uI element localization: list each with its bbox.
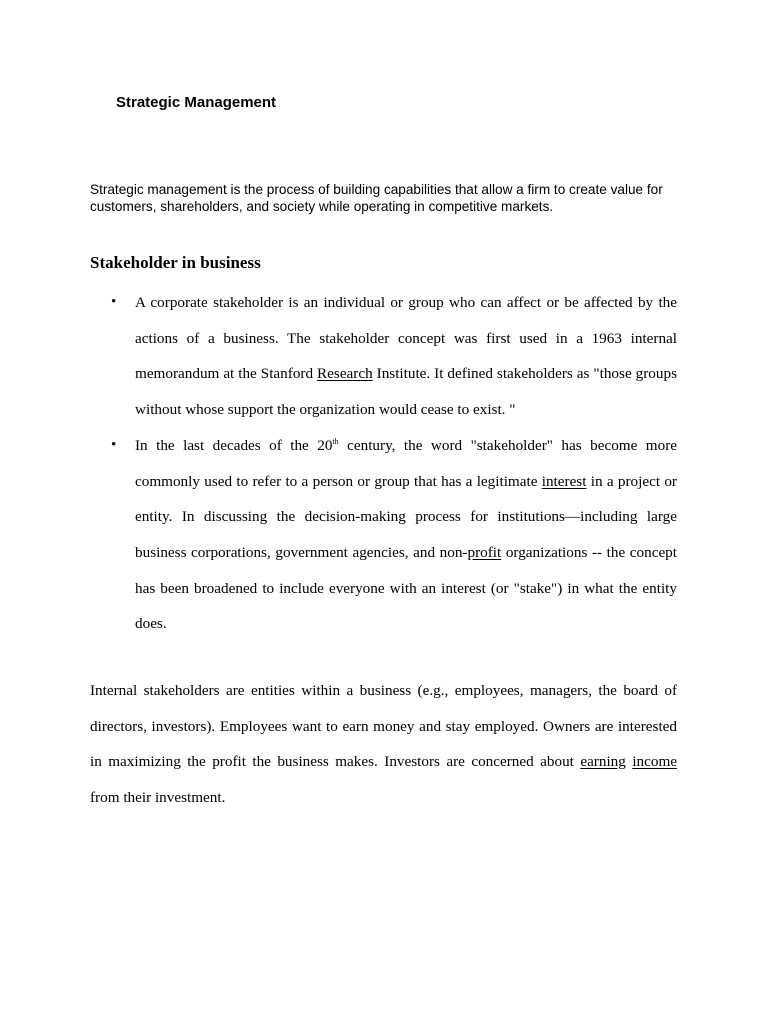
bullet-marker: • xyxy=(111,436,117,453)
bullet-text: century, the word "stakeholder" has become more commonly used to refer to a person or group that has a legitimate xyxy=(135,436,677,490)
intro-paragraph: Strategic management is the process of building capabilities that allow a firm to create value for customers, shareholders, and society while operating in competitive markets. xyxy=(90,182,663,214)
link-profit[interactable]: profit xyxy=(467,543,502,561)
bullet-text: organizations -- the concept has been broadened to include everyone with an interest (or "stake") in what the entity does. xyxy=(135,543,677,633)
document-title: Strategic Management xyxy=(116,94,277,111)
ordinal-suffix: th xyxy=(332,436,339,446)
bullet-item xyxy=(111,285,677,428)
internal-stakeholders-paragraph xyxy=(90,673,677,815)
paragraph-text: Internal stakeholders are entities within a business (e.g., employees, managers, the board of directors, investors). Employees want to earn money and stay employed. Owners are interested in maximizing the profit the business makes. Investors are concerned about xyxy=(90,682,677,770)
link-earning[interactable]: earning xyxy=(580,753,626,770)
section-heading: Stakeholder in business xyxy=(90,253,261,272)
link-income[interactable]: income xyxy=(632,753,678,770)
paragraph-text: from their investment. xyxy=(90,788,226,806)
link-interest[interactable]: interest xyxy=(541,472,587,490)
bullet-marker: • xyxy=(111,294,117,310)
bullet-text: A corporate stakeholder is an individual or group who can affect or be affected by the actions of a business. The stakeholder concept was first used in a 1963 internal memorandum at the Stanford xyxy=(135,294,677,383)
bullet-text: in a project or entity. In discussing the decision-making process for institutions—including large business corporations, government agencies, and non- xyxy=(135,472,677,561)
link-research[interactable]: Research xyxy=(317,365,373,383)
bullet-text: Institute. It defined stakeholders as "those groups without whose support the organization would cease to exist. " xyxy=(135,365,677,419)
bullet-list xyxy=(0,285,768,642)
bullet-item xyxy=(111,428,677,642)
bullet-text: In the last decades of the 20 xyxy=(135,436,333,454)
